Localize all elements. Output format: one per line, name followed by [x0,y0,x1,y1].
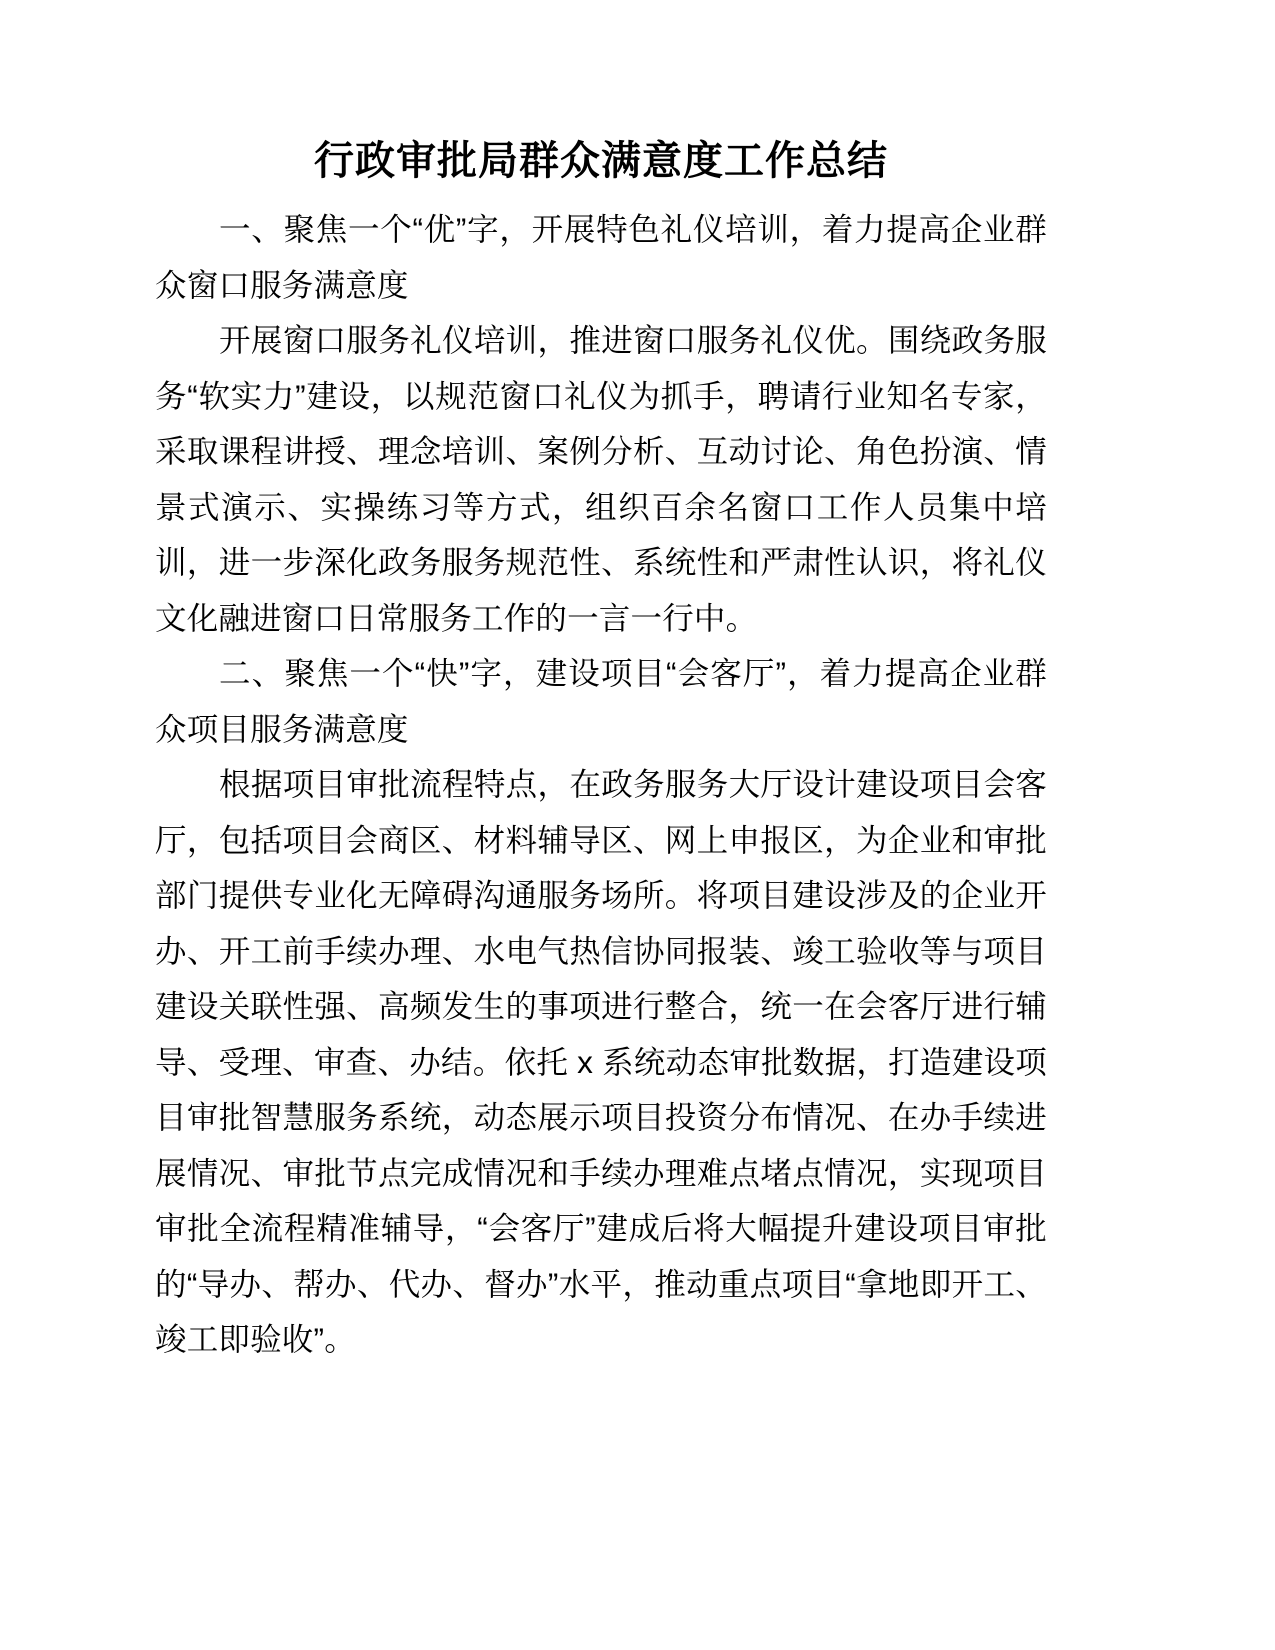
section-1-body: 开展窗口服务礼仪培训，推进窗口服务礼仪优。围绕政务服务“软实力”建设，以规范窗口礼仪为抓手，聘请行业知名专家，采取课程讲授、理念培训、案例分析、互动讨论、角色扮演、情景式演示、实操练习等方式，组织百余名窗口工作人员集中培训，进一步深化政务服务规范性、系统性和严肃性认识，将礼仪文化融进窗口日常服务工作的一言一行中。 [155,322,1047,636]
section-1-heading: 一、聚焦一个“优”字，开展特色礼仪培训，着力提高企业群众窗口服务满意度 [155,211,1047,303]
section-2-heading: 二、聚焦一个“快”字，建设项目“会客厅”，着力提高企业群众项目服务满意度 [155,655,1047,747]
document-body [155,130,1047,1368]
page-title: 行政审批局群众满意度工作总结 [314,139,888,183]
section-2-body: 根据项目审批流程特点，在政务服务大厅设计建设项目会客厅，包括项目会商区、材料辅导区、网上申报区，为企业和审批部门提供专业化无障碍沟通服务场所。将项目建设涉及的企业开办、开工前手续办理、水电气热信协同报装、竣工验收等与项目建设关联性强、高频发生的事项进行整合，统一在会客厅进行辅导、受理、审查、办结。依托 x 系统动态审批数据，打造建设项目审批智慧服务系统，动态展示项目投资分布情况、在办手续进展情况、审批节点完成情况和手续办理难点堵点情况，实现项目审批全流程精准辅导，“会客厅”建成后将大幅提升建设项目审批的“导办、帮办、代办、督办”水平，推动重点项目“拿地即开工、竣工即验收”。 [155,766,1047,1357]
